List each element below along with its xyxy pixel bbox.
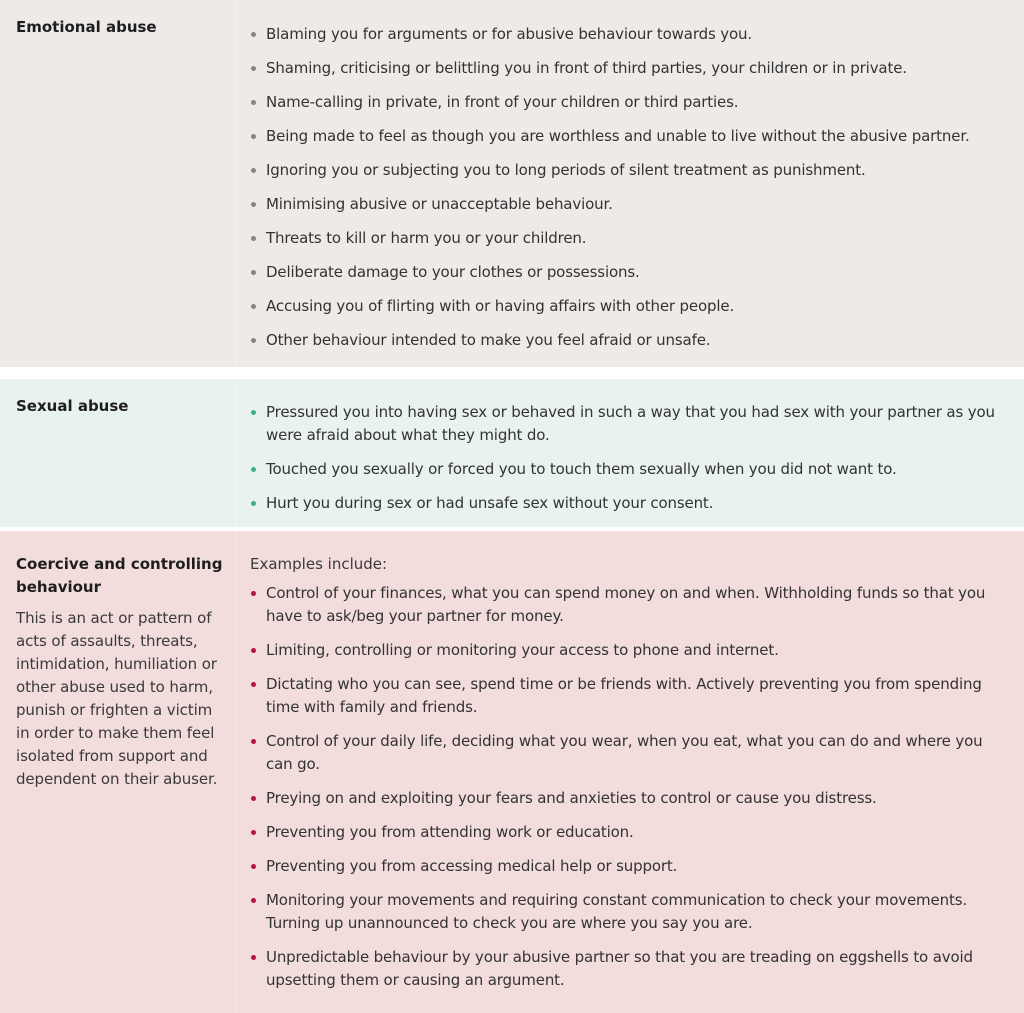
bullet-icon: [251, 467, 256, 472]
bullet-icon: [251, 304, 256, 309]
list-item: [250, 91, 1010, 114]
list-item: [250, 401, 1010, 447]
section-emotional-abuse: [0, 0, 1024, 367]
section-title: Coercive and controlling behaviour: [16, 555, 223, 596]
bullet-icon: [251, 66, 256, 71]
list-item-text: Deliberate damage to your clothes or possessions.: [266, 263, 640, 281]
section-content-column: [236, 379, 1024, 527]
list-item: [250, 329, 1010, 352]
bullet-list: [250, 401, 1010, 515]
bullet-icon: [251, 338, 256, 343]
bullet-icon: [251, 270, 256, 275]
list-item-text: Blaming you for arguments or for abusive behaviour towards you.: [266, 25, 752, 43]
bullet-icon: [251, 739, 256, 744]
list-item-text: Limiting, controlling or monitoring your access to phone and internet.: [266, 641, 779, 659]
list-item: [250, 227, 1010, 250]
bullet-icon: [251, 898, 256, 903]
list-item-text: Hurt you during sex or had unsafe sex without your consent.: [266, 494, 714, 512]
bullet-icon: [251, 591, 256, 596]
list-item: [250, 639, 1010, 662]
list-item-text: Unpredictable behaviour by your abusive partner so that you are treading on eggshells to avoid upsetting them or causing an argument.: [266, 948, 973, 989]
list-item: [250, 193, 1010, 216]
bullet-icon: [251, 830, 256, 835]
list-item: [250, 946, 1010, 992]
list-item-text: Minimising abusive or unacceptable behaviour.: [266, 195, 613, 213]
list-item-text: Name-calling in private, in front of your children or third parties.: [266, 93, 739, 111]
list-item: [250, 57, 1010, 80]
list-item: [250, 582, 1010, 628]
list-item-text: Preventing you from accessing medical help or support.: [266, 857, 678, 875]
section-sexual-abuse: [0, 379, 1024, 527]
list-item: [250, 125, 1010, 148]
bullet-icon: [251, 134, 256, 139]
list-item-text: Preventing you from attending work or education.: [266, 823, 634, 841]
list-item-text: Control of your daily life, deciding what you wear, when you eat, what you can do and where you can go.: [266, 732, 983, 773]
list-item-text: Being made to feel as though you are worthless and unable to live without the abusive partner.: [266, 127, 970, 145]
list-item-text: Monitoring your movements and requiring constant communication to check your movements. Turning up unannounced to check you are where you say you are.: [266, 891, 967, 932]
bullet-icon: [251, 168, 256, 173]
list-item: [250, 787, 1010, 810]
list-item: [250, 673, 1010, 719]
list-item: [250, 295, 1010, 318]
list-item: [250, 492, 1010, 515]
bullet-list: [250, 23, 1010, 352]
section-title: Emotional abuse: [16, 18, 157, 36]
list-item-text: Ignoring you or subjecting you to long periods of silent treatment as punishment.: [266, 161, 866, 179]
bullet-icon: [251, 682, 256, 687]
list-item-text: Accusing you of flirting with or having affairs with other people.: [266, 297, 735, 315]
list-item-text: Threats to kill or harm you or your children.: [266, 229, 587, 247]
bullet-icon: [251, 236, 256, 241]
list-item: [250, 458, 1010, 481]
list-item: [250, 889, 1010, 935]
section-label-column: [0, 531, 236, 1013]
bullet-icon: [251, 410, 256, 415]
list-item-text: Pressured you into having sex or behaved in such a way that you had sex with your partner as you were afraid about what they might do.: [266, 403, 995, 444]
section-content-column: [236, 0, 1024, 367]
bullet-icon: [251, 955, 256, 960]
bullet-list: [250, 582, 1010, 992]
list-item-text: Touched you sexually or forced you to touch them sexually when you did not want to.: [266, 460, 897, 478]
list-item: [250, 23, 1010, 46]
list-item-text: Dictating who you can see, spend time or be friends with. Actively preventing you from spending time with family and friends.: [266, 675, 982, 716]
list-item-text: Shaming, criticising or belittling you in front of third parties, your children or in private.: [266, 59, 907, 77]
bullet-icon: [251, 202, 256, 207]
section-label-column: [0, 379, 236, 527]
section-label-column: [0, 0, 236, 367]
list-item: [250, 730, 1010, 776]
list-item: [250, 821, 1010, 844]
bullet-icon: [251, 864, 256, 869]
bullet-icon: [251, 100, 256, 105]
section-content-column: [236, 531, 1024, 1013]
bullet-icon: [251, 32, 256, 37]
bullet-icon: [251, 648, 256, 653]
bullet-icon: [251, 796, 256, 801]
list-item-text: Preying on and exploiting your fears and anxieties to control or cause you distress.: [266, 789, 877, 807]
section-description: This is an act or pattern of acts of assaults, threats, intimidation, humiliation or other abuse used to harm, punish or frighten a victim in order to make them feel isolated from support and dependent on their abuser.: [16, 609, 218, 788]
examples-intro: Examples include:: [250, 555, 388, 573]
bullet-icon: [251, 501, 256, 506]
section-coercive-controlling-behaviour: [0, 531, 1024, 1013]
list-item: [250, 261, 1010, 284]
list-item-text: Other behaviour intended to make you feel afraid or unsafe.: [266, 331, 711, 349]
section-title: Sexual abuse: [16, 397, 129, 415]
list-item: [250, 159, 1010, 182]
list-item: [250, 855, 1010, 878]
list-item-text: Control of your finances, what you can spend money on and when. Withholding funds so that you have to ask/beg your partner for money.: [266, 584, 986, 625]
